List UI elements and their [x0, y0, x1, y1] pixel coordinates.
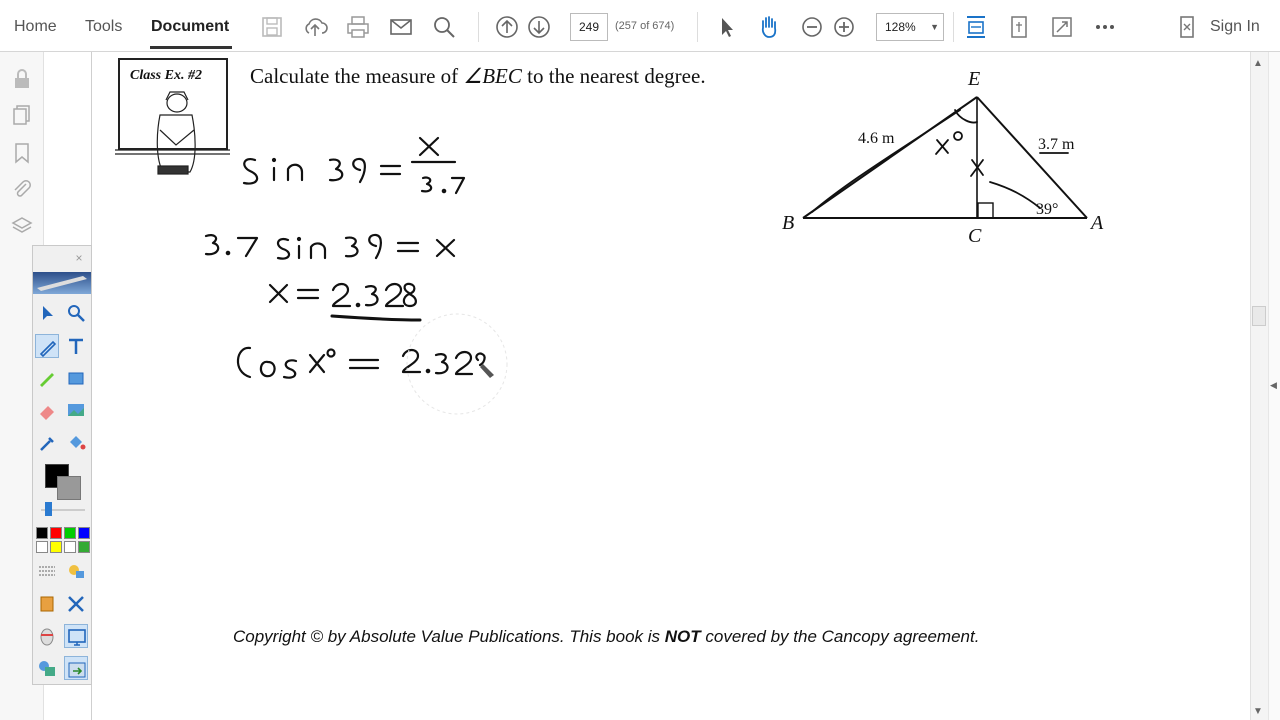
tab-home[interactable]: Home: [14, 18, 57, 35]
pen-tools-palette: [32, 245, 92, 685]
color-swatch[interactable]: [64, 527, 76, 539]
copyright-notice: [233, 627, 979, 647]
copyright-bold: NOT: [664, 627, 701, 646]
vertex-a-label: A: [1091, 212, 1104, 234]
vertical-scrollbar[interactable]: [1250, 52, 1268, 720]
copyright-prefix: Copyright © by Absolute Value Publications. This book is: [233, 627, 665, 646]
eraser-icon[interactable]: [35, 398, 59, 422]
tools-icon[interactable]: [64, 592, 88, 616]
ink-line-3: [270, 284, 420, 320]
tab-document[interactable]: Document: [151, 18, 230, 35]
color-swatch[interactable]: [50, 541, 62, 553]
color-swatch[interactable]: [64, 541, 76, 553]
side-be-label: 4.6 m: [858, 130, 895, 147]
record-icon[interactable]: [35, 592, 59, 616]
page-count-label: (257 of 674): [615, 20, 675, 32]
ink-line-4: [238, 348, 485, 378]
color-swatch-grid: [36, 527, 92, 555]
vertex-e-label: E: [968, 68, 981, 90]
shapes-icon[interactable]: [64, 559, 88, 583]
ink-line-1: [244, 138, 464, 193]
scrollbar-thumb[interactable]: [1252, 306, 1266, 326]
secondary-color-swatch[interactable]: [57, 476, 81, 500]
pen-tool-icon[interactable]: [35, 334, 59, 358]
zoom-tool-icon[interactable]: [64, 301, 88, 325]
zoom-level-value: 128%: [885, 20, 916, 34]
sign-in-link[interactable]: Sign In: [1210, 18, 1260, 35]
tab-tools[interactable]: Tools: [85, 18, 123, 35]
switch-view-icon[interactable]: [35, 656, 59, 680]
export-icon[interactable]: [64, 656, 88, 680]
angle-a-label: 39°: [1036, 201, 1059, 218]
close-palette-icon[interactable]: ×: [75, 251, 83, 265]
select-arrow-icon[interactable]: [35, 301, 59, 325]
problem-prefix: Calculate the measure of: [250, 64, 464, 88]
color-swatch[interactable]: [78, 541, 90, 553]
pen-cursor-icon: [480, 364, 494, 378]
scroll-up-icon[interactable]: ▲: [1253, 58, 1263, 69]
palette-banner: [33, 272, 91, 294]
rectangle-tool-icon[interactable]: [64, 366, 88, 390]
text-tool-icon[interactable]: [64, 334, 88, 358]
stroke-width-thumb[interactable]: [45, 502, 52, 516]
fill-bucket-icon[interactable]: [64, 430, 88, 454]
color-swatch[interactable]: [78, 527, 90, 539]
highlighter-icon[interactable]: [35, 366, 59, 390]
pen-cursor-halo: [407, 314, 507, 414]
line-style-icon[interactable]: [35, 559, 59, 583]
scroll-down-icon[interactable]: ▼: [1253, 706, 1263, 717]
eyedropper-icon[interactable]: [35, 430, 59, 454]
vertex-c-label: C: [968, 225, 982, 247]
copyright-suffix: covered by the Cancopy agreement.: [700, 627, 980, 646]
screen-capture-icon[interactable]: [64, 624, 88, 648]
expand-right-panel-icon[interactable]: ◀: [1270, 380, 1277, 390]
problem-angle: ∠BEC: [463, 64, 522, 88]
color-swatch[interactable]: [36, 541, 48, 553]
color-swatch[interactable]: [36, 527, 48, 539]
mouse-icon[interactable]: [35, 624, 59, 648]
chevron-down-icon: ▼: [930, 22, 939, 32]
side-ea-label: 3.7 m: [1038, 136, 1075, 153]
image-tool-icon[interactable]: [64, 398, 88, 422]
problem-suffix: to the nearest degree.: [521, 64, 706, 88]
ink-line-2: [206, 235, 454, 259]
class-example-label: Class Ex. #2: [130, 68, 202, 83]
page-number-input[interactable]: 249: [570, 13, 608, 41]
color-swatch[interactable]: [50, 527, 62, 539]
vertex-b-label: B: [782, 212, 795, 234]
